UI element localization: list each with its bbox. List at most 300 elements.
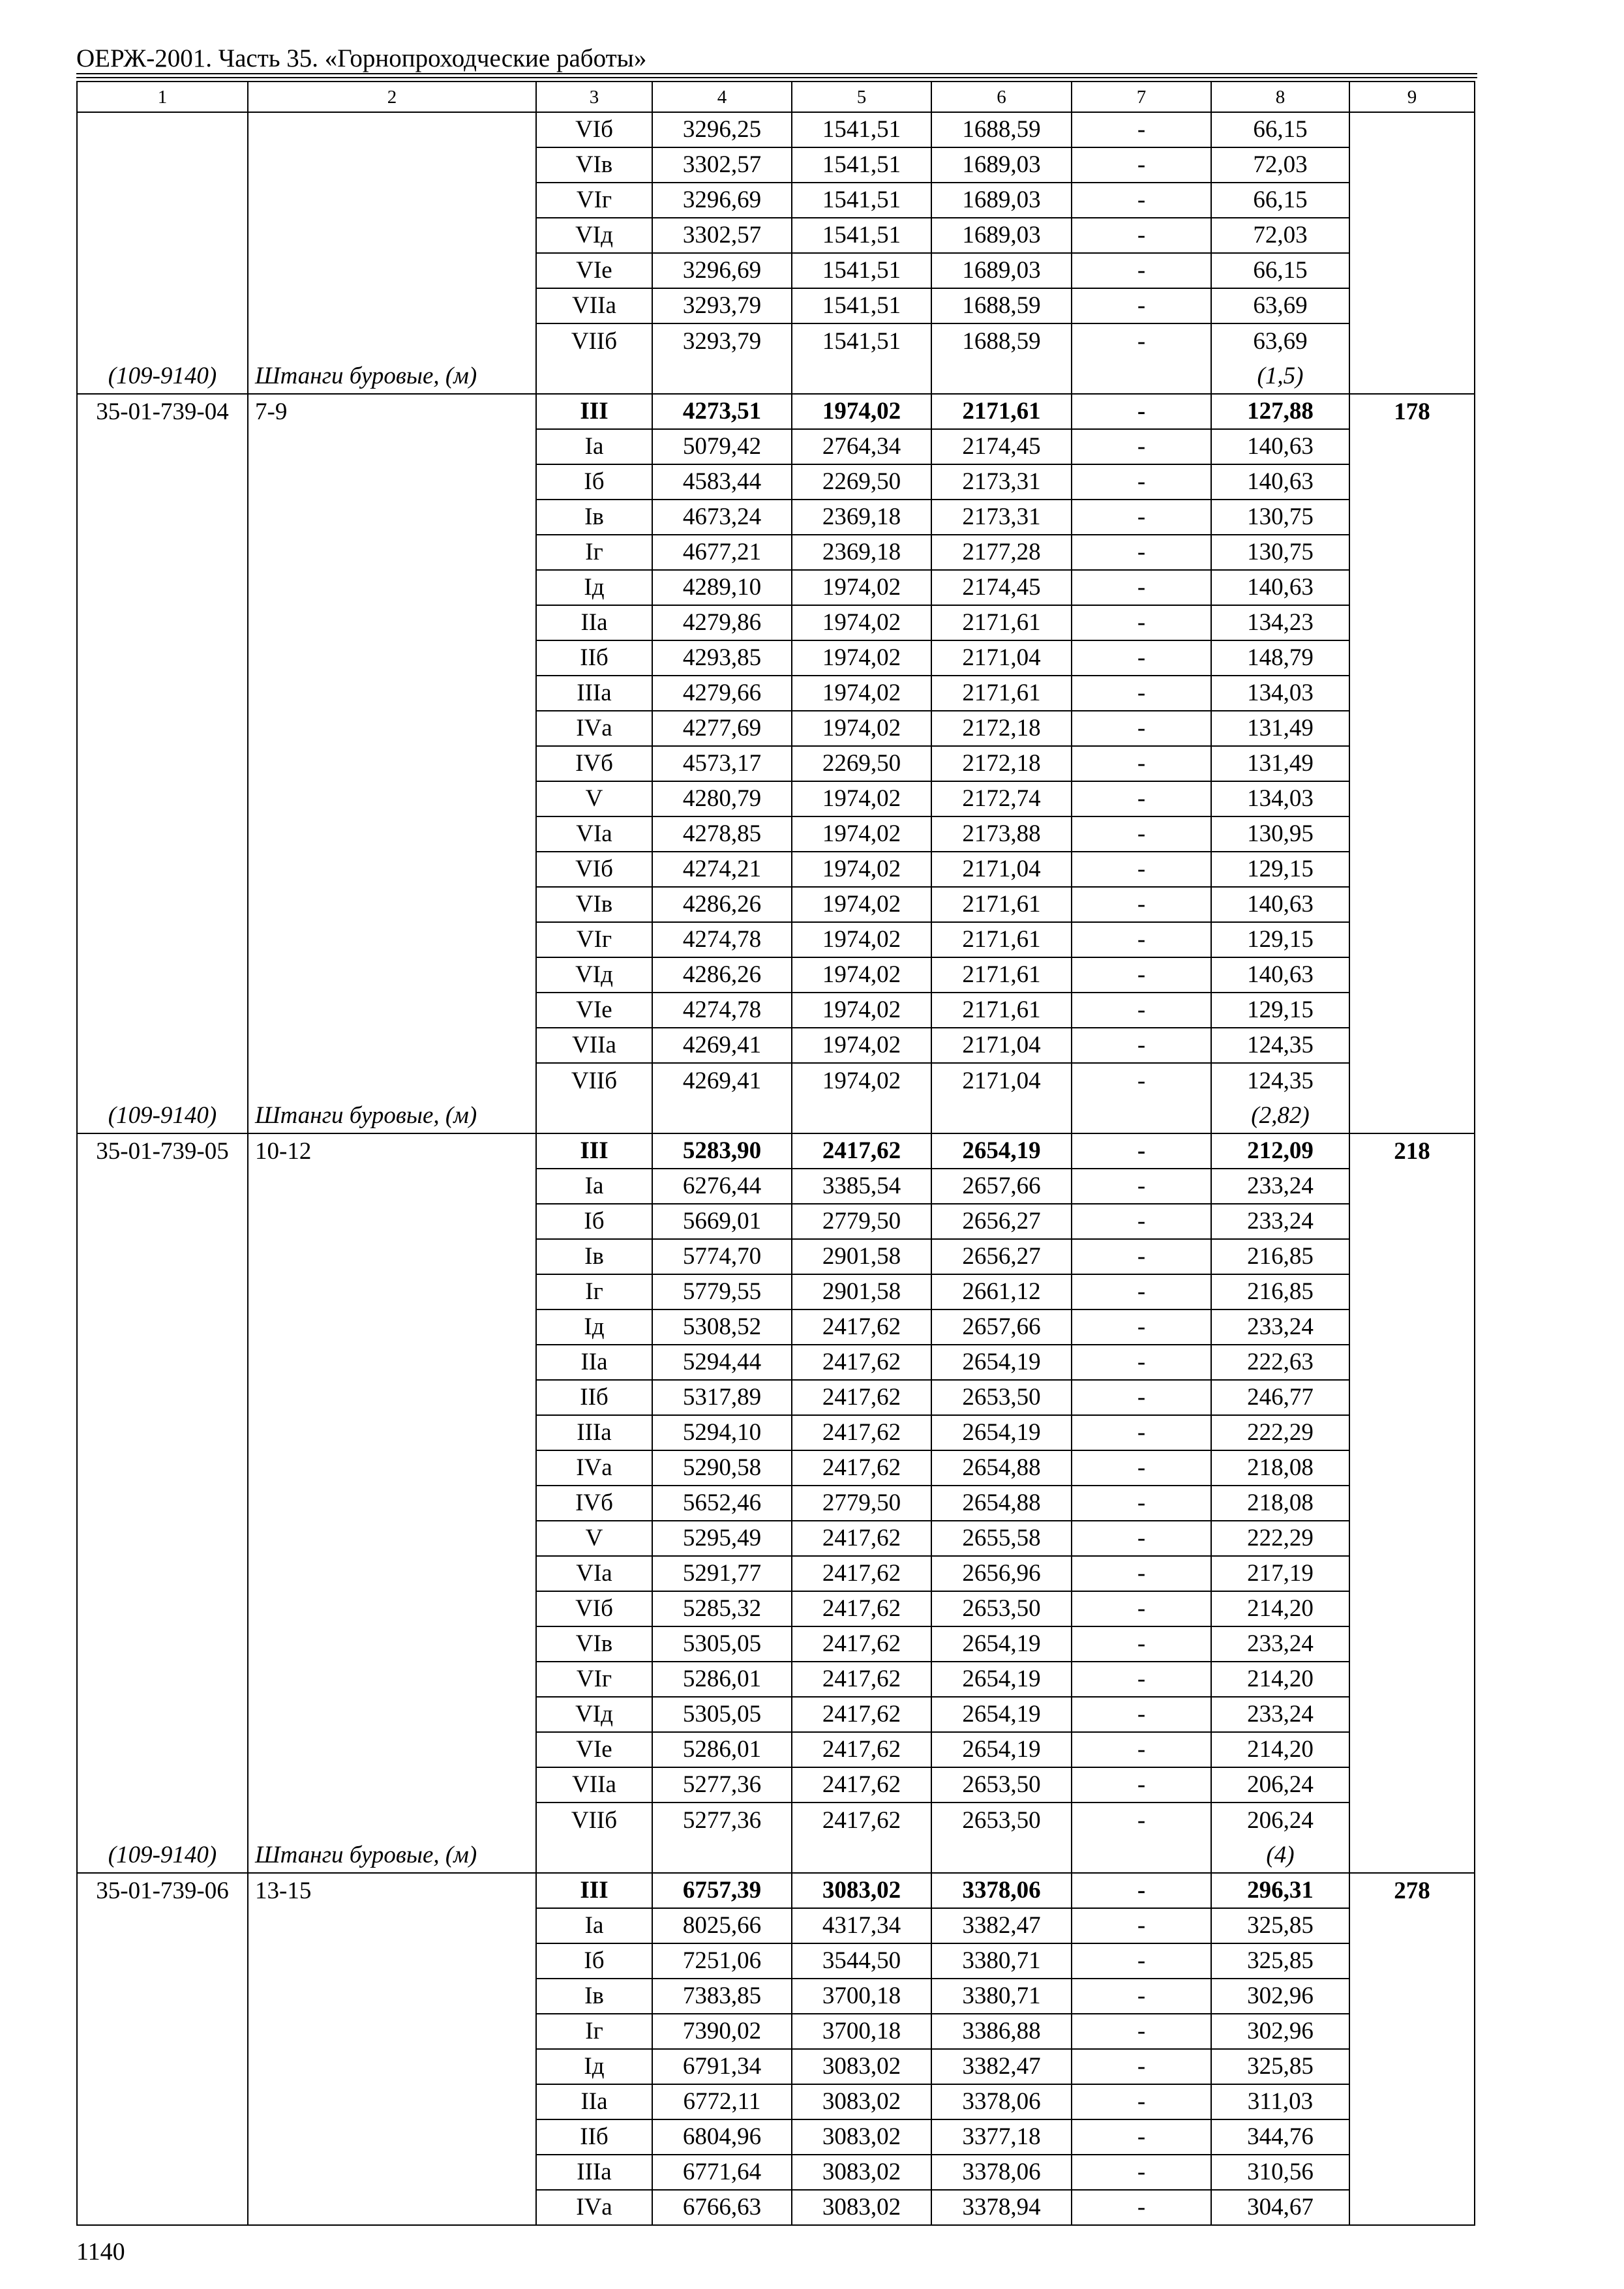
value-cell-6: 2171,61: [931, 676, 1072, 711]
value-cell-8: (4): [1211, 1838, 1349, 1873]
table-row: [77, 2014, 1475, 2049]
value-cell-6: 3380,71: [931, 1943, 1072, 1979]
value-cell-9: [1349, 852, 1475, 887]
rate-code-cell: [77, 2084, 248, 2119]
value-cell-7: -: [1072, 1873, 1211, 1908]
value-cell-5: 4317,34: [792, 1908, 931, 1943]
value-cell-4: 5295,49: [652, 1521, 792, 1556]
work-name-cell: [248, 1345, 536, 1380]
value-cell-5: 2417,62: [792, 1662, 931, 1697]
value-cell-7: -: [1072, 1908, 1211, 1943]
rate-code-cell: [77, 816, 248, 852]
value-cell-4: 5285,32: [652, 1591, 792, 1626]
table-row: [77, 605, 1475, 640]
value-cell-9: [1349, 1697, 1475, 1732]
value-cell-4: 5294,44: [652, 1345, 792, 1380]
value-cell-5: 1974,02: [792, 1063, 931, 1098]
work-name-cell: [248, 852, 536, 887]
rock-group-cell: VIе: [536, 1732, 652, 1767]
table-row: [77, 2155, 1475, 2190]
value-cell-9: [1349, 253, 1475, 288]
value-cell-4: 3296,69: [652, 183, 792, 218]
work-name-cell: [248, 1591, 536, 1626]
value-cell-7: -: [1072, 1521, 1211, 1556]
value-cell-5: 3544,50: [792, 1943, 931, 1979]
rate-code-cell: [77, 1309, 248, 1345]
rock-group-cell: VIIб: [536, 1063, 652, 1098]
value-cell-6: 2171,61: [931, 957, 1072, 993]
work-name-cell: Штанги буровые, (м): [248, 1838, 536, 1873]
value-cell-9: [1349, 1239, 1475, 1274]
rock-group-cell: IIIа: [536, 676, 652, 711]
rock-group-cell: Iв: [536, 500, 652, 535]
value-cell-4: 4673,24: [652, 500, 792, 535]
value-cell-7: -: [1072, 1063, 1211, 1098]
value-cell-4: 4274,78: [652, 993, 792, 1028]
rate-code-cell: [77, 1697, 248, 1732]
value-cell-6: 2171,61: [931, 394, 1072, 429]
table-row: [77, 1169, 1475, 1204]
rate-code-cell: [77, 288, 248, 323]
rate-code-cell: [77, 887, 248, 922]
value-cell-5: 1974,02: [792, 711, 931, 746]
value-cell-5: 2417,62: [792, 1521, 931, 1556]
value-cell-7: -: [1072, 1169, 1211, 1204]
value-cell-8: 148,79: [1211, 640, 1349, 676]
value-cell-8: 218,08: [1211, 1486, 1349, 1521]
value-cell-7: -: [1072, 500, 1211, 535]
value-cell-4: 4286,26: [652, 887, 792, 922]
value-cell-4: [652, 1098, 792, 1133]
value-cell-6: 2656,27: [931, 1204, 1072, 1239]
value-cell-4: 6772,11: [652, 2084, 792, 2119]
value-cell-7: -: [1072, 1309, 1211, 1345]
value-cell-9: [1349, 2119, 1475, 2155]
value-cell-6: 2654,19: [931, 1662, 1072, 1697]
table-row: [77, 781, 1475, 816]
value-cell-4: 5669,01: [652, 1204, 792, 1239]
value-cell-7: -: [1072, 218, 1211, 253]
work-name-cell: [248, 1380, 536, 1415]
table-row: [77, 570, 1475, 605]
table-row: [77, 1521, 1475, 1556]
value-cell-7: -: [1072, 1732, 1211, 1767]
work-name-cell: [248, 1486, 536, 1521]
value-cell-4: 4269,41: [652, 1063, 792, 1098]
rock-group-cell: VIв: [536, 147, 652, 183]
value-cell-9: [1349, 605, 1475, 640]
value-cell-8: 140,63: [1211, 887, 1349, 922]
value-cell-8: 233,24: [1211, 1697, 1349, 1732]
value-cell-7: -: [1072, 1028, 1211, 1063]
value-cell-8: 140,63: [1211, 957, 1349, 993]
table-row: [77, 957, 1475, 993]
work-name-cell: [248, 640, 536, 676]
work-name-cell: [248, 676, 536, 711]
work-name-cell: [248, 1908, 536, 1943]
value-cell-7: [1072, 1098, 1211, 1133]
value-cell-5: 2369,18: [792, 535, 931, 570]
rock-group-cell: IVа: [536, 1450, 652, 1486]
value-cell-5: 2369,18: [792, 500, 931, 535]
work-name-cell: [248, 1028, 536, 1063]
value-cell-4: 6766,63: [652, 2190, 792, 2225]
table-row: [77, 288, 1475, 323]
rate-code-cell: [77, 183, 248, 218]
column-number-header: 2: [248, 82, 536, 112]
rate-code-cell: (109-9140): [77, 1838, 248, 1873]
value-cell-8: 134,03: [1211, 676, 1349, 711]
value-cell-8: 63,69: [1211, 323, 1349, 359]
work-name-cell: [248, 323, 536, 359]
value-cell-4: 5652,46: [652, 1486, 792, 1521]
value-cell-5: 2417,62: [792, 1591, 931, 1626]
value-cell-6: 2172,18: [931, 711, 1072, 746]
value-cell-5: 2269,50: [792, 464, 931, 500]
value-cell-4: 4274,78: [652, 922, 792, 957]
value-cell-7: -: [1072, 1943, 1211, 1979]
value-cell-4: 4279,66: [652, 676, 792, 711]
work-name-cell: [248, 500, 536, 535]
value-cell-6: 2172,74: [931, 781, 1072, 816]
work-name-cell: Штанги буровые, (м): [248, 359, 536, 394]
value-cell-4: 5286,01: [652, 1662, 792, 1697]
work-name-cell: [248, 1803, 536, 1838]
value-cell-8: 129,15: [1211, 922, 1349, 957]
value-cell-8: 325,85: [1211, 2049, 1349, 2084]
rate-code-cell: [77, 1943, 248, 1979]
rock-group-cell: III: [536, 1873, 652, 1908]
rock-group-cell: VIг: [536, 922, 652, 957]
work-name-cell: [248, 1697, 536, 1732]
value-cell-6: 3382,47: [931, 2049, 1072, 2084]
table-row: [77, 711, 1475, 746]
table-row: [77, 1803, 1475, 1838]
table-row: [77, 253, 1475, 288]
value-cell-7: -: [1072, 1450, 1211, 1486]
work-name-cell: 7-9: [248, 394, 536, 429]
value-cell-7: -: [1072, 2014, 1211, 2049]
work-name-cell: [248, 781, 536, 816]
rock-group-cell: VIIб: [536, 1803, 652, 1838]
work-name-cell: [248, 711, 536, 746]
value-cell-8: 130,75: [1211, 535, 1349, 570]
work-name-cell: [248, 605, 536, 640]
rock-group-cell: VIа: [536, 1556, 652, 1591]
value-cell-8: 127,88: [1211, 394, 1349, 429]
value-cell-6: 3382,47: [931, 1908, 1072, 1943]
value-cell-8: 217,19: [1211, 1556, 1349, 1591]
value-cell-9: [1349, 288, 1475, 323]
table-row: [77, 112, 1475, 147]
value-cell-9: [1349, 1521, 1475, 1556]
work-name-cell: [248, 1626, 536, 1662]
column-numbers-row: [77, 82, 1475, 112]
rock-group-cell: IIIа: [536, 1415, 652, 1450]
rock-group-cell: IIа: [536, 1345, 652, 1380]
value-cell-8: 140,63: [1211, 464, 1349, 500]
value-cell-5: 3700,18: [792, 1979, 931, 2014]
rate-code-cell: [77, 1908, 248, 1943]
value-cell-5: 2417,62: [792, 1450, 931, 1486]
value-cell-4: 4278,85: [652, 816, 792, 852]
value-cell-7: -: [1072, 1697, 1211, 1732]
value-cell-5: 2417,62: [792, 1767, 931, 1803]
table-row: [77, 183, 1475, 218]
table-row: [77, 1697, 1475, 1732]
value-cell-5: 1541,51: [792, 112, 931, 147]
value-cell-5: 1974,02: [792, 887, 931, 922]
value-cell-6: 1688,59: [931, 323, 1072, 359]
value-cell-9: [1349, 640, 1475, 676]
rate-code-cell: [77, 1591, 248, 1626]
work-name-cell: [248, 1169, 536, 1204]
value-cell-7: -: [1072, 253, 1211, 288]
value-cell-6: 2653,50: [931, 1803, 1072, 1838]
value-cell-9: [1349, 1309, 1475, 1345]
value-cell-9: [1349, 887, 1475, 922]
work-name-cell: [248, 2049, 536, 2084]
value-cell-8: 233,24: [1211, 1204, 1349, 1239]
rate-code-cell: [77, 112, 248, 147]
value-cell-4: 4286,26: [652, 957, 792, 993]
value-cell-8: 222,63: [1211, 1345, 1349, 1380]
value-cell-6: 2171,61: [931, 887, 1072, 922]
rock-group-cell: IIа: [536, 2084, 652, 2119]
value-cell-4: 4677,21: [652, 535, 792, 570]
value-cell-7: -: [1072, 464, 1211, 500]
table-row: [77, 1662, 1475, 1697]
value-cell-8: 129,15: [1211, 852, 1349, 887]
column-number-header: 7: [1072, 82, 1211, 112]
value-cell-9: [1349, 500, 1475, 535]
value-cell-5: 3083,02: [792, 2119, 931, 2155]
rock-group-cell: Iд: [536, 2049, 652, 2084]
value-cell-7: -: [1072, 183, 1211, 218]
value-cell-8: 325,85: [1211, 1908, 1349, 1943]
work-name-cell: [248, 746, 536, 781]
value-cell-6: 2654,88: [931, 1486, 1072, 1521]
work-name-cell: [248, 535, 536, 570]
rock-group-cell: IVа: [536, 2190, 652, 2225]
table-row: [77, 323, 1475, 359]
rock-group-cell: IIа: [536, 605, 652, 640]
table-row: [77, 500, 1475, 535]
rate-code-cell: [77, 2155, 248, 2190]
value-cell-4: 7390,02: [652, 2014, 792, 2049]
header-rule: [76, 73, 1477, 74]
work-name-cell: [248, 2084, 536, 2119]
rock-group-cell: VIв: [536, 887, 652, 922]
table-row: [77, 676, 1475, 711]
rate-code-cell: [77, 1063, 248, 1098]
value-cell-9: [1349, 1380, 1475, 1415]
value-cell-8: 218,08: [1211, 1450, 1349, 1486]
work-name-cell: [248, 1732, 536, 1767]
value-cell-7: -: [1072, 2190, 1211, 2225]
value-cell-9: [1349, 1767, 1475, 1803]
work-name-cell: [248, 2014, 536, 2049]
value-cell-9: [1349, 781, 1475, 816]
work-name-cell: [248, 147, 536, 183]
table-row: [77, 852, 1475, 887]
value-cell-6: 2661,12: [931, 1274, 1072, 1309]
note-row: [77, 1098, 1475, 1133]
value-cell-4: 7251,06: [652, 1943, 792, 1979]
table-row: [77, 1345, 1475, 1380]
value-cell-7: -: [1072, 1556, 1211, 1591]
value-cell-6: 2171,04: [931, 640, 1072, 676]
work-name-cell: [248, 1415, 536, 1450]
value-cell-6: 1689,03: [931, 253, 1072, 288]
value-cell-6: 2171,61: [931, 605, 1072, 640]
value-cell-5: 2417,62: [792, 1556, 931, 1591]
rock-group-cell: IVб: [536, 1486, 652, 1521]
rock-group-cell: VIб: [536, 1591, 652, 1626]
value-cell-5: 2417,62: [792, 1803, 931, 1838]
value-cell-7: -: [1072, 676, 1211, 711]
value-cell-9: [1349, 1028, 1475, 1063]
rate-code-cell: [77, 676, 248, 711]
rate-code-cell: [77, 746, 248, 781]
value-cell-8: 72,03: [1211, 147, 1349, 183]
work-name-cell: [248, 464, 536, 500]
table-row: [77, 1591, 1475, 1626]
value-cell-5: 1974,02: [792, 816, 931, 852]
value-cell-6: 2171,61: [931, 922, 1072, 957]
value-cell-5: 1974,02: [792, 993, 931, 1028]
rock-group-cell: Iа: [536, 1908, 652, 1943]
value-cell-7: -: [1072, 394, 1211, 429]
rock-group-cell: III: [536, 1133, 652, 1169]
value-cell-7: -: [1072, 1204, 1211, 1239]
value-cell-9: [1349, 711, 1475, 746]
rates-table: [76, 81, 1475, 2226]
work-name-cell: [248, 1063, 536, 1098]
value-cell-4: 4277,69: [652, 711, 792, 746]
rock-group-cell: VIд: [536, 218, 652, 253]
value-cell-5: 1974,02: [792, 605, 931, 640]
value-cell-4: 4279,86: [652, 605, 792, 640]
value-cell-4: 6804,96: [652, 2119, 792, 2155]
value-cell-7: -: [1072, 957, 1211, 993]
rate-code-cell: [77, 1767, 248, 1803]
value-cell-4: 4280,79: [652, 781, 792, 816]
work-name-cell: [248, 993, 536, 1028]
rate-code-cell: [77, 1486, 248, 1521]
rate-code-cell: [77, 253, 248, 288]
value-cell-9: 278: [1349, 1873, 1475, 1908]
rock-group-cell: VIг: [536, 183, 652, 218]
table-row: [77, 1908, 1475, 1943]
value-cell-8: 134,03: [1211, 781, 1349, 816]
value-cell-8: 233,24: [1211, 1626, 1349, 1662]
value-cell-7: -: [1072, 1133, 1211, 1169]
value-cell-5: 2779,50: [792, 1204, 931, 1239]
value-cell-7: -: [1072, 1662, 1211, 1697]
rate-code-cell: [77, 1803, 248, 1838]
value-cell-6: 3378,06: [931, 2084, 1072, 2119]
work-name-cell: [248, 816, 536, 852]
value-cell-9: [1349, 2014, 1475, 2049]
value-cell-8: 131,49: [1211, 711, 1349, 746]
value-cell-5: 1974,02: [792, 640, 931, 676]
table-body: [77, 112, 1475, 2225]
rate-code-cell: [77, 1521, 248, 1556]
value-cell-8: 222,29: [1211, 1521, 1349, 1556]
rate-code-cell: [77, 711, 248, 746]
rate-code-cell: [77, 464, 248, 500]
table-row: [77, 218, 1475, 253]
value-cell-8: 130,95: [1211, 816, 1349, 852]
work-name-cell: [248, 1943, 536, 1979]
value-cell-7: -: [1072, 1626, 1211, 1662]
value-cell-8: 66,15: [1211, 183, 1349, 218]
column-number-header: 8: [1211, 82, 1349, 112]
value-cell-5: 1974,02: [792, 676, 931, 711]
value-cell-9: [1349, 1450, 1475, 1486]
value-cell-6: 3378,06: [931, 1873, 1072, 1908]
value-cell-7: -: [1072, 781, 1211, 816]
table-row: [77, 922, 1475, 957]
work-name-cell: [248, 1309, 536, 1345]
value-cell-5: 1541,51: [792, 183, 931, 218]
value-cell-8: 302,96: [1211, 1979, 1349, 2014]
rate-code-cell: (109-9140): [77, 359, 248, 394]
value-cell-9: [1349, 359, 1475, 394]
work-name-cell: [248, 2155, 536, 2190]
value-cell-9: [1349, 218, 1475, 253]
rock-group-cell: Iа: [536, 1169, 652, 1204]
note-row: [77, 359, 1475, 394]
value-cell-9: [1349, 1415, 1475, 1450]
value-cell-9: [1349, 535, 1475, 570]
value-cell-5: 3083,02: [792, 2155, 931, 2190]
value-cell-6: [931, 1098, 1072, 1133]
table-row: [77, 1133, 1475, 1169]
table-row: [77, 535, 1475, 570]
rock-group-cell: [536, 359, 652, 394]
value-cell-9: [1349, 2155, 1475, 2190]
rock-group-cell: VIд: [536, 957, 652, 993]
value-cell-9: [1349, 1662, 1475, 1697]
value-cell-7: [1072, 1838, 1211, 1873]
value-cell-7: -: [1072, 2119, 1211, 2155]
table-row: [77, 1943, 1475, 1979]
table-row: [77, 1063, 1475, 1098]
value-cell-9: [1349, 2049, 1475, 2084]
value-cell-7: -: [1072, 1979, 1211, 2014]
work-name-cell: Штанги буровые, (м): [248, 1098, 536, 1133]
value-cell-9: [1349, 1838, 1475, 1873]
table-row: [77, 464, 1475, 500]
rate-code-cell: [77, 1979, 248, 2014]
work-name-cell: 10-12: [248, 1133, 536, 1169]
value-cell-8: 325,85: [1211, 1943, 1349, 1979]
rock-group-cell: Iв: [536, 1979, 652, 2014]
value-cell-8: 129,15: [1211, 993, 1349, 1028]
value-cell-8: 246,77: [1211, 1380, 1349, 1415]
value-cell-9: [1349, 570, 1475, 605]
value-cell-5: 3083,02: [792, 2049, 931, 2084]
value-cell-4: 5305,05: [652, 1626, 792, 1662]
value-cell-4: 4293,85: [652, 640, 792, 676]
value-cell-5: 1974,02: [792, 781, 931, 816]
table-row: [77, 887, 1475, 922]
value-cell-6: 1689,03: [931, 218, 1072, 253]
value-cell-8: 214,20: [1211, 1591, 1349, 1626]
value-cell-7: -: [1072, 993, 1211, 1028]
